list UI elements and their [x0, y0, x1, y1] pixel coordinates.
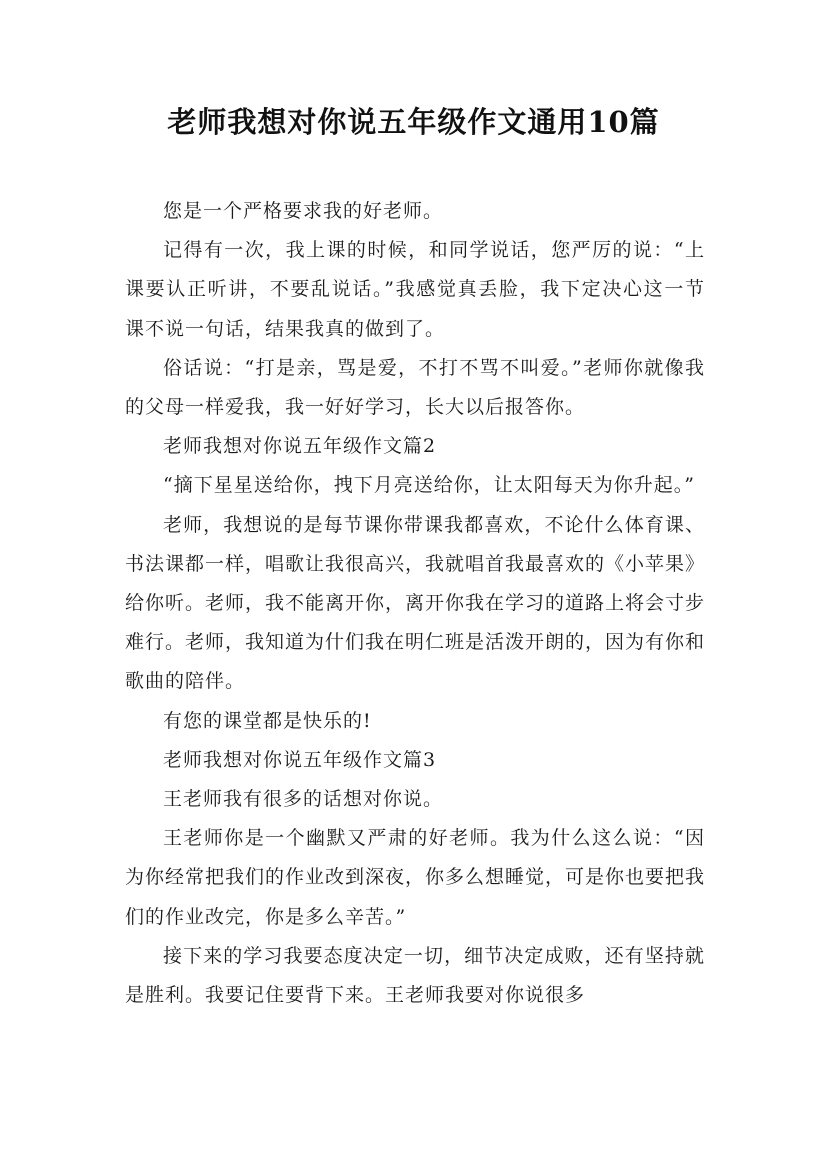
document-title: 老师我想对你说五年级作文通用10篇 — [167, 105, 660, 139]
paragraph: 王老师你是一个幽默又严肃的好老师。我为什么这么说：“因为你经常把我们的作业改到深夜，你多么想睡觉，可是你也要把我们的作业改完，你是多么辛苦。” — [125, 827, 706, 928]
document-body — [125, 192, 705, 1015]
paragraph: 老师，我想说的是每节课你带课我都喜欢，不论什么体育课、书法课都一样，唱歌让我很高兴，我就唱首我最喜欢的《小苹果》给你听。老师，我不能离开你，离开你我在学习的道路上将会寸步难行。老师，我知道为什们我在明仁班是活泼开朗的，因为有你和歌曲的陪伴。 — [125, 513, 706, 693]
paragraph: 接下来的学习我要态度决定一切，细节决定成败，还有坚持就是胜利。我要记住要背下来。王老师我要对你说很多 — [125, 944, 705, 1007]
paragraph: 有您的课堂都是快乐的! — [163, 709, 372, 732]
section-heading: 老师我想对你说五年级作文篇2 — [163, 435, 437, 458]
paragraph: “摘下星星送给你，拽下月亮送给你，让太阳每天为你升起。” — [163, 474, 695, 497]
paragraph: 王老师我有很多的话想对你说。 — [163, 788, 444, 811]
paragraph: 俗话说：“打是亲，骂是爱，不打不骂不叫爱。”老师你就像我的父母一样爱我，我一好好学习，长大以后报答你。 — [125, 356, 705, 419]
section-heading: 老师我想对你说五年级作文篇3 — [163, 748, 437, 771]
paragraph: 您是一个严格要求我的好老师。 — [163, 200, 444, 222]
paragraph: 记得有一次，我上课的时候，和同学说话，您严厉的说：“上课要认正听讲，不要乱说话。”我感觉真丢脸，我下定决心这一节课不说一句话，结果我真的做到了。 — [125, 239, 705, 340]
